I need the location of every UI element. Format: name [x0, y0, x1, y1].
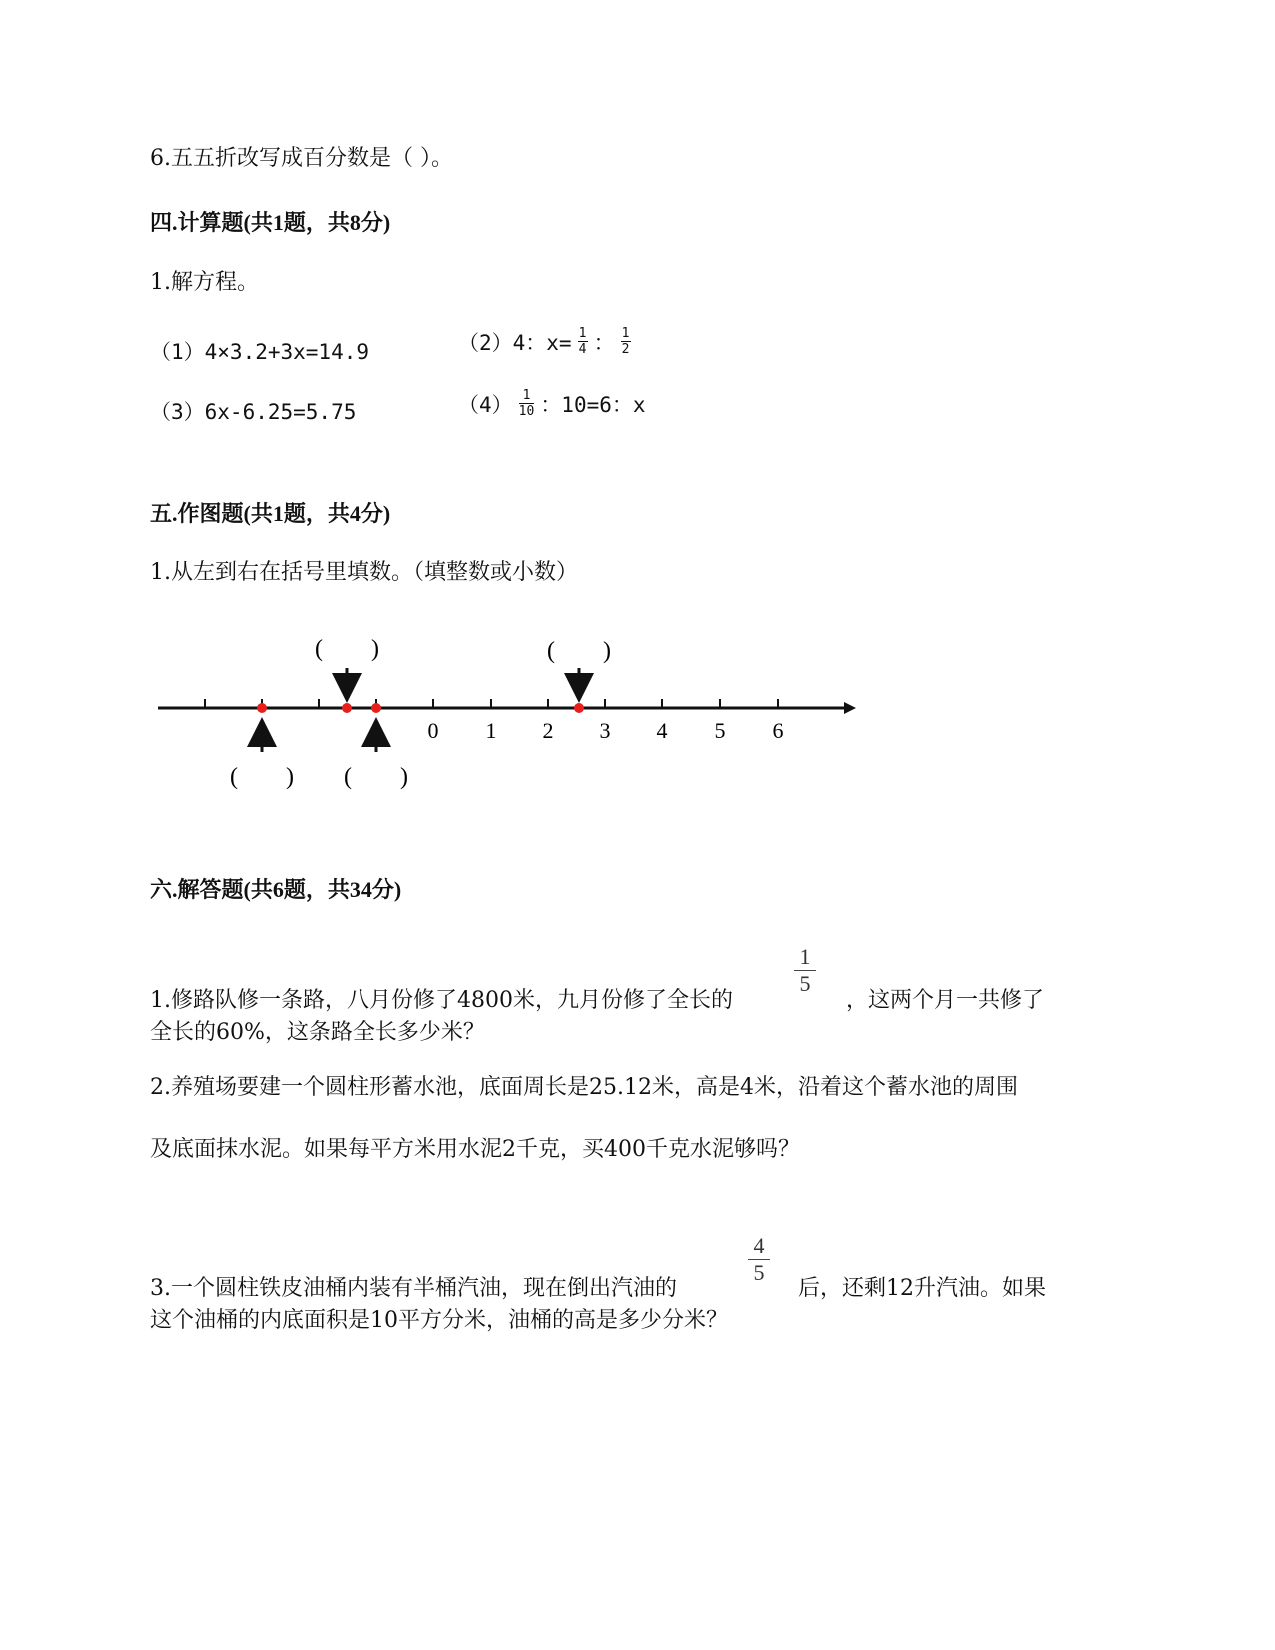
number-line-figure — [150, 620, 870, 820]
equation-4 — [458, 388, 646, 419]
equation-4-suffix: ：10=6：x — [540, 392, 646, 417]
tick-label-2: 2 — [542, 718, 554, 743]
marked-point-1 — [257, 703, 267, 713]
fraction-numerator: 1 — [799, 944, 811, 969]
question-1-fraction — [794, 945, 816, 996]
number-line-arrow-icon — [844, 702, 856, 714]
fraction-denominator: 5 — [799, 971, 811, 996]
fraction-numerator: 1 — [578, 326, 587, 341]
tick-label-4: 4 — [656, 718, 668, 743]
section-4-question-1: 1.解方程。 — [150, 270, 259, 295]
section-6-question-2-line-2: 及底面抹水泥。如果每平方米用水泥2千克，买400千克水泥够吗？ — [150, 1137, 800, 1162]
answer-blank-4: ( ) — [344, 764, 408, 790]
section-6-question-3-line-1: 3.一个圆柱铁皮油桶内装有半桶汽油，现在倒出汽油的 — [150, 1276, 677, 1301]
fraction-denominator: 4 — [578, 342, 587, 357]
section-6-question-3-line-1-end: 后，还剩12升汽油。如果 — [798, 1276, 1046, 1301]
fraction-numerator: 1 — [621, 326, 630, 341]
section-6-question-1-line-2: 全长的60%，这条路全长多少米？ — [150, 1020, 485, 1045]
answer-blank-3: ( ) — [230, 764, 294, 790]
equation-4-prefix: （4） — [458, 392, 513, 417]
section-5-heading: 五.作图题(共1题，共4分) — [150, 501, 391, 526]
section-4-heading: 四.计算题(共1题，共8分) — [150, 210, 391, 235]
section-5-question-1: 1.从左到右在括号里填数。（填整数或小数） — [150, 560, 578, 585]
fraction-denominator: 5 — [753, 1260, 765, 1285]
equation-2-prefix: （2）4：x= — [458, 330, 572, 355]
section-6-question-2-line-1: 2.养殖场要建一个圆柱形蓄水池，底面周长是25.12米，高是4米，沿着这个蓄水池的周围 — [150, 1075, 1018, 1100]
equation-4-fraction — [519, 388, 535, 419]
equation-1: （1）4×3.2+3x=14.9 — [150, 340, 370, 364]
tick-label-3: 3 — [599, 718, 611, 743]
fraction-denominator: 2 — [621, 342, 630, 357]
answer-blank-2: ( ) — [547, 638, 611, 664]
fraction-denominator: 10 — [518, 404, 535, 419]
equation-2 — [458, 326, 637, 357]
section-6-question-1-line-1-end: ，这两个月一共修了 — [846, 988, 1045, 1013]
section-6-question-3-line-2: 这个油桶的内底面积是10平方分米，油桶的高是多少分米？ — [150, 1308, 728, 1333]
equation-3: （3）6x-6.25=5.75 — [150, 400, 357, 424]
fraction-numerator: 4 — [753, 1233, 765, 1258]
question-3-fraction — [748, 1234, 770, 1285]
tick-label-0: 0 — [427, 718, 439, 743]
marked-point-2 — [342, 703, 352, 713]
equation-2-fraction-2 — [621, 326, 631, 357]
tick-label-6: 6 — [772, 718, 784, 743]
question-6: 6.五五折改写成百分数是（ ）。 — [150, 146, 453, 171]
marked-point-3 — [371, 703, 381, 713]
fraction-numerator: 1 — [522, 388, 531, 403]
equation-2-fraction-1 — [578, 326, 588, 357]
section-6-heading: 六.解答题(共6题，共34分) — [150, 877, 402, 902]
answer-blank-1: ( ) — [315, 636, 379, 662]
tick-label-5: 5 — [714, 718, 726, 743]
tick-label-1: 1 — [485, 718, 497, 743]
marked-point-4 — [574, 703, 584, 713]
equation-2-separator: ： — [593, 330, 615, 355]
section-6-question-1-line-1: 1.修路队修一条路，八月份修了4800米，九月份修了全长的 — [150, 988, 733, 1013]
